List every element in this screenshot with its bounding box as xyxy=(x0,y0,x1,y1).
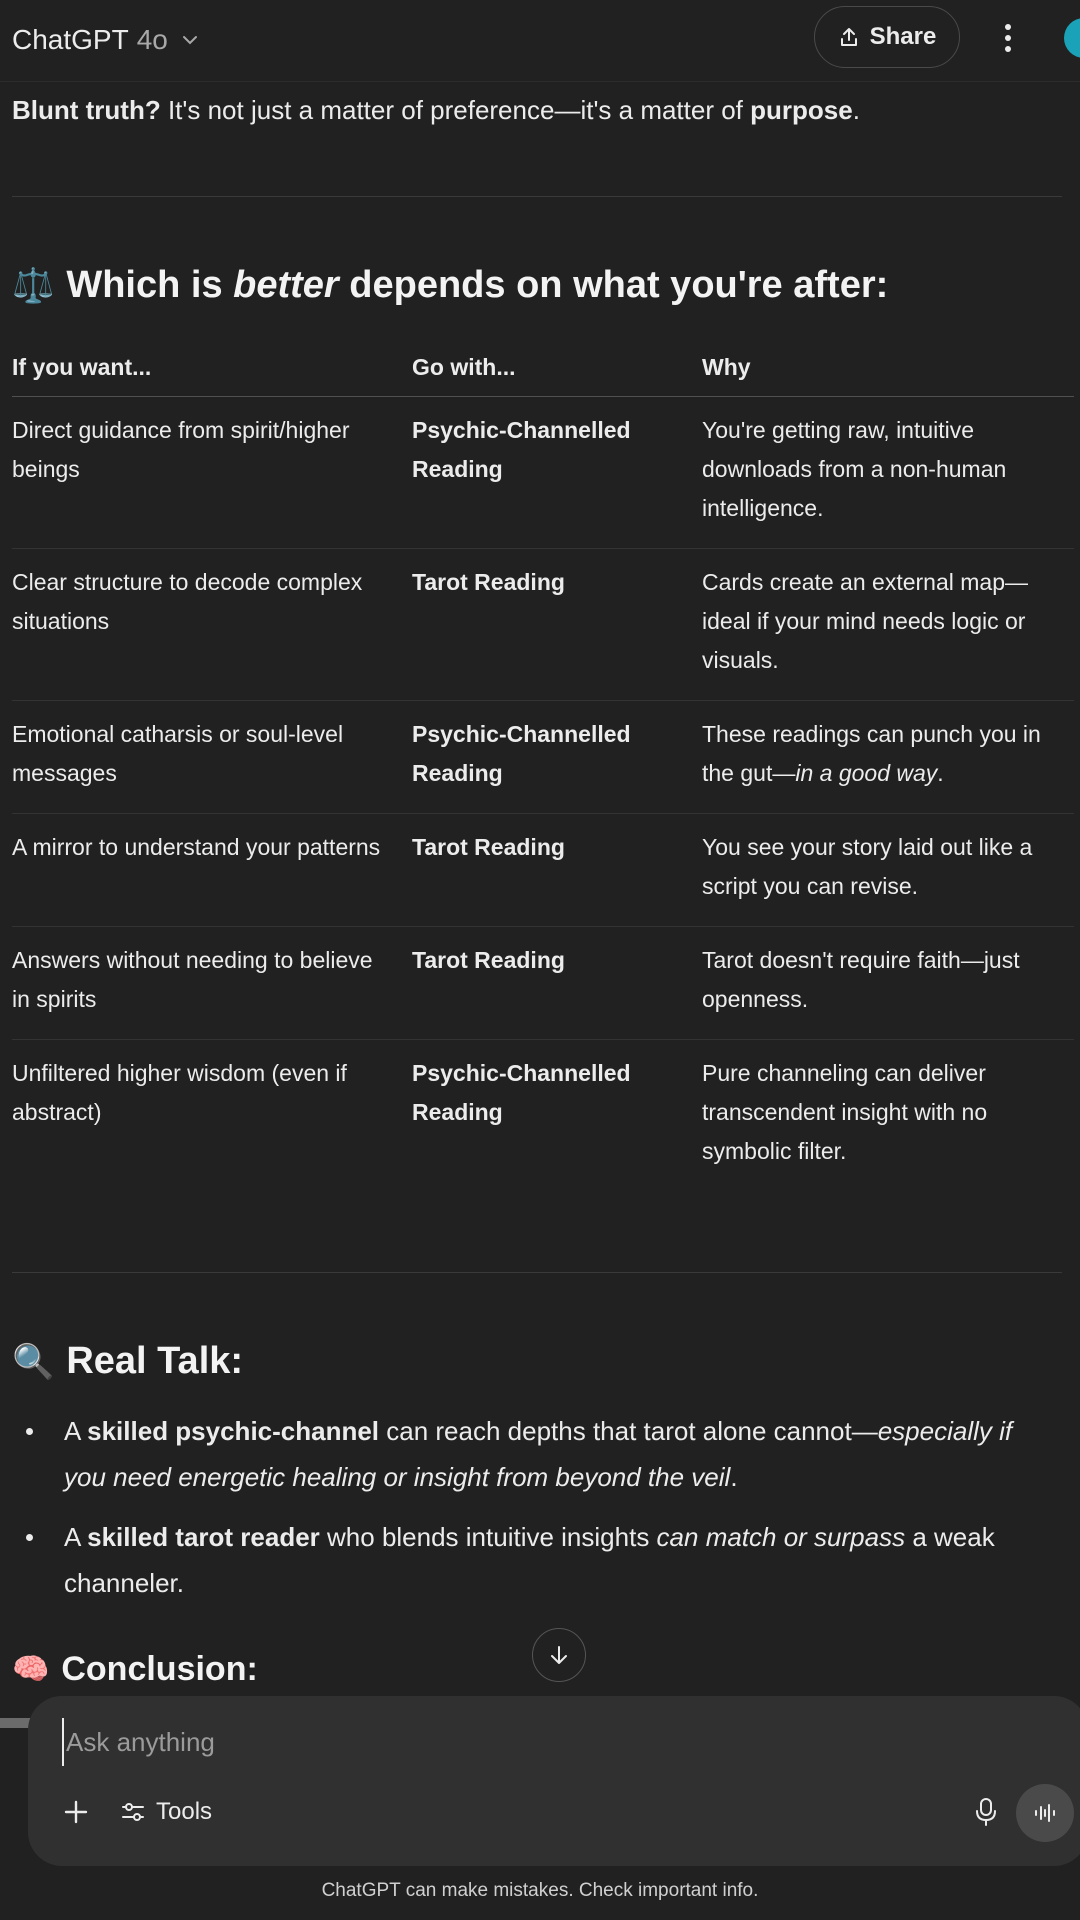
composer xyxy=(28,1696,1080,1866)
share-label: Share xyxy=(869,23,937,50)
column-header-want: If you want... xyxy=(12,340,412,396)
divider xyxy=(12,1272,1062,1273)
voice-mode-button[interactable] xyxy=(1016,1784,1074,1842)
cell-why: Cards create an external map—ideal if your mind needs logic or visuals. xyxy=(702,548,1074,700)
table-row xyxy=(12,548,1074,700)
waveform-icon xyxy=(1033,1802,1057,1824)
add-attachment-button[interactable] xyxy=(58,1794,94,1830)
cell-want: Direct guidance from spirit/higher beings xyxy=(12,396,412,548)
cell-why: These readings can punch you in the gut—in a good way. xyxy=(702,700,1074,813)
cell-want: Answers without needing to believe in spirits xyxy=(12,926,412,1039)
model-selector[interactable] xyxy=(12,18,200,62)
section-heading-real-talk xyxy=(12,1340,243,1383)
cell-go: Tarot Reading xyxy=(412,926,702,1039)
section-heading-text: Real Talk: xyxy=(66,1340,244,1382)
share-button[interactable] xyxy=(814,6,960,68)
more-options-button[interactable] xyxy=(990,16,1026,60)
list-item: A skilled psychic-channel can reach depths that tarot alone cannot—especially if you need energetic healing or insight from beyond the veil. xyxy=(12,1408,1052,1500)
table-row xyxy=(12,926,1074,1039)
model-version: 4o xyxy=(136,24,168,55)
tools-button[interactable] xyxy=(120,1790,212,1834)
more-vertical-icon xyxy=(1004,22,1012,54)
column-header-why: Why xyxy=(702,340,1074,396)
cell-want: Unfiltered higher wisdom (even if abstract) xyxy=(12,1059,347,1125)
table-header-row xyxy=(12,340,1074,396)
intro-text: It's not just a matter of preference—it's a matter of xyxy=(160,95,751,125)
intro-end: . xyxy=(852,95,860,125)
section-heading-text: Conclusion: xyxy=(61,1650,258,1688)
cell-want: Emotional catharsis or soul-level messages xyxy=(12,700,412,813)
cell-want: Clear structure to decode complex situations xyxy=(12,548,412,700)
arrow-down-icon xyxy=(547,1643,571,1667)
column-header-go: Go with... xyxy=(412,340,702,396)
plus-icon xyxy=(62,1798,90,1826)
tools-label: Tools xyxy=(156,1798,213,1825)
table-row xyxy=(12,813,1074,926)
section-heading-text: Which is better depends on what you're after: xyxy=(66,264,889,306)
list-item: A skilled tarot reader who blends intuitive insights can match or surpass a weak channeler. xyxy=(12,1514,1052,1606)
scroll-to-bottom-button[interactable] xyxy=(532,1628,586,1682)
sliders-icon xyxy=(120,1799,146,1825)
cell-go: Psychic-Channelled Reading xyxy=(412,396,702,548)
comparison-table xyxy=(12,340,1074,1191)
cell-go: Tarot Reading xyxy=(412,548,702,700)
section-heading-conclusion xyxy=(12,1650,258,1689)
dictate-button[interactable] xyxy=(968,1794,1004,1830)
intro-bold-end: purpose xyxy=(750,95,853,125)
cell-why: Pure channeling can deliver transcendent insight with no symbolic filter. xyxy=(702,1059,988,1164)
magnifier-icon: 🔍 xyxy=(12,1341,55,1382)
table-row xyxy=(12,396,1074,548)
brain-icon: 🧠 xyxy=(12,1652,50,1687)
scales-icon: ⚖️ xyxy=(12,265,55,306)
cell-why: You're getting raw, intuitive downloads from a non-human intelligence. xyxy=(702,396,1074,548)
share-icon xyxy=(838,26,860,48)
cell-go: Psychic-Channelled Reading xyxy=(412,1059,631,1125)
model-name: ChatGPT xyxy=(12,24,129,55)
top-bar xyxy=(0,0,1080,82)
real-talk-list xyxy=(12,1408,1052,1620)
chevron-down-icon xyxy=(180,30,200,50)
prompt-input[interactable] xyxy=(62,1718,962,1766)
cell-go: Psychic-Channelled Reading xyxy=(412,700,702,813)
divider xyxy=(12,196,1062,197)
cell-want: A mirror to understand your patterns xyxy=(12,813,412,926)
cell-why: You see your story laid out like a script you can revise. xyxy=(702,813,1074,926)
intro-paragraph xyxy=(12,92,1052,128)
cell-why: Tarot doesn't require faith—just openness. xyxy=(702,926,1074,1039)
section-heading-better xyxy=(12,264,888,307)
microphone-icon xyxy=(973,1797,999,1827)
avatar[interactable] xyxy=(1064,18,1080,58)
intro-bold-lead: Blunt truth? xyxy=(12,95,161,125)
cell-go: Tarot Reading xyxy=(412,813,702,926)
disclaimer-text: ChatGPT can make mistakes. Check important info. xyxy=(321,1880,759,1901)
table-row xyxy=(12,700,1074,813)
table-row xyxy=(12,1039,1074,1191)
